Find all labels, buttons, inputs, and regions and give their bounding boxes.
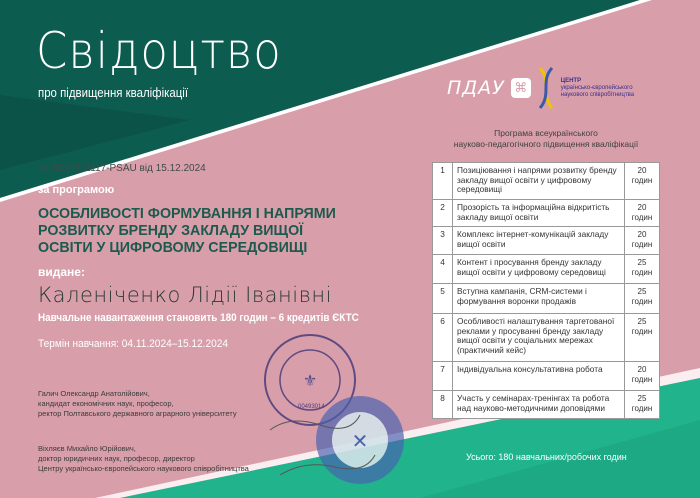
table-row bbox=[433, 391, 660, 419]
program-heading-line: Програма всеукраїнського bbox=[494, 128, 598, 138]
signatory-name: Галич Олександр Анатолійович, bbox=[38, 389, 150, 398]
signatory-1 bbox=[38, 389, 237, 419]
study-load: Навчальне навантаження становить 180 годин – 6 кредитів ЄКТС bbox=[38, 312, 359, 324]
stamp-code: 00493014 bbox=[298, 404, 325, 410]
logos bbox=[447, 66, 634, 110]
row-hours bbox=[625, 255, 660, 284]
row-hours bbox=[625, 391, 660, 419]
center-title: ЦЕНТР bbox=[560, 77, 582, 84]
table-row bbox=[433, 200, 660, 227]
row-number: 4 bbox=[433, 255, 453, 284]
svg-text:✕: ✕ bbox=[351, 431, 369, 453]
hours-unit: годин bbox=[631, 175, 653, 185]
row-topic: Вступна кампанія, CRM-системи і формування воронки продажів bbox=[453, 284, 625, 314]
row-topic: Індивідуальна консультативна робота bbox=[453, 362, 625, 391]
row-number: 7 bbox=[433, 362, 453, 391]
table-row bbox=[433, 255, 660, 284]
leaf-icon: ⌘ bbox=[511, 78, 531, 98]
row-hours bbox=[625, 362, 660, 391]
hours-value: 20 bbox=[637, 166, 647, 175]
row-number: 2 bbox=[433, 200, 453, 227]
hours-unit: годин bbox=[631, 267, 653, 277]
recipient-name: Каленіченко Лідії Іванівні bbox=[38, 283, 332, 307]
center-logo-icon bbox=[537, 66, 555, 110]
hours-value: 25 bbox=[637, 258, 647, 267]
row-topic: Особливості налаштування таргетованої реклами у просуванні бренду закладу вищої освіти у соціальних мережах (практичний кейс) bbox=[453, 314, 625, 362]
certificate-number: № ADV-041117-PSAU від 15.12.2024 bbox=[38, 163, 206, 174]
program-table bbox=[432, 162, 660, 419]
hours-unit: годин bbox=[631, 326, 653, 336]
hours-unit: годин bbox=[631, 239, 653, 249]
row-topic: Прозорість та інформаційна відкритість закладу вищої освіти bbox=[453, 200, 625, 227]
row-hours bbox=[625, 314, 660, 362]
center-stamp bbox=[316, 396, 404, 484]
hours-value: 20 bbox=[637, 230, 647, 239]
row-number: 3 bbox=[433, 227, 453, 255]
program-heading-line: науково-педагогічного підвищення кваліфікації bbox=[453, 139, 639, 149]
issued-label: видане: bbox=[38, 265, 85, 279]
signatory-position: Центру українсько-європейського наукового співробітництва bbox=[38, 464, 249, 473]
signatory-degree: кандидат економічних наук, професор, bbox=[38, 399, 174, 408]
row-number: 5 bbox=[433, 284, 453, 314]
hours-unit: годин bbox=[631, 296, 653, 306]
row-hours bbox=[625, 284, 660, 314]
table-row bbox=[433, 314, 660, 362]
table-row bbox=[433, 163, 660, 200]
center-logo-text bbox=[561, 78, 634, 99]
study-term: Термін навчання: 04.11.2024–15.12.2024 bbox=[38, 338, 228, 350]
row-topic: Позиціювання і напрями розвитку бренду закладу вищої освіти у цифровому середовищі bbox=[453, 163, 625, 200]
center-line: наукового співробітництва bbox=[560, 91, 635, 98]
certificate-title: Свідоцтво bbox=[36, 22, 282, 80]
hours-value: 20 bbox=[637, 365, 647, 374]
pdau-logo: ПДАУ bbox=[447, 77, 505, 99]
hours-unit: годин bbox=[631, 212, 653, 222]
hours-value: 25 bbox=[637, 287, 647, 296]
table-row bbox=[433, 362, 660, 391]
signatory-position: ректор Полтавського державного аграрного університету bbox=[38, 409, 237, 418]
svg-text:⚜: ⚜ bbox=[302, 373, 318, 390]
hours-value: 25 bbox=[637, 317, 647, 326]
hours-unit: годин bbox=[631, 374, 653, 384]
program-title: ОСОБЛИВОСТІ ФОРМУВАННЯ І НАПРЯМИ РОЗВИТКУ БРЕНДУ ЗАКЛАДУ ВИЩОЇ ОСВІТИ У ЦИФРОВОМУ СЕРЕДОВИЩІ bbox=[38, 205, 336, 256]
row-topic: Контент і просування бренду закладу вищої освіти у цифровому середовищі bbox=[453, 255, 625, 284]
row-number: 1 bbox=[433, 163, 453, 200]
signatory-2 bbox=[38, 444, 249, 474]
row-topic: Комплекс інтернет-комунікацій закладу вищої освіти bbox=[453, 227, 625, 255]
row-hours bbox=[625, 200, 660, 227]
total-hours: Усього: 180 навчальних/робочих годин bbox=[466, 452, 627, 462]
row-hours bbox=[625, 163, 660, 200]
center-line: українсько-європейського bbox=[560, 84, 633, 91]
hours-unit: годин bbox=[631, 403, 653, 413]
hours-value: 25 bbox=[637, 394, 647, 403]
table-row bbox=[433, 284, 660, 314]
table-row bbox=[433, 227, 660, 255]
certificate-subtitle: про підвищення кваліфікації bbox=[38, 85, 189, 100]
row-number: 6 bbox=[433, 314, 453, 362]
signatory-degree: доктор юридичних наук, професор, директор bbox=[38, 454, 195, 463]
signatory-name: Віхляєв Михайло Юрійович, bbox=[38, 444, 136, 453]
program-label: за програмою bbox=[38, 184, 115, 196]
row-number: 8 bbox=[433, 391, 453, 419]
row-hours bbox=[625, 227, 660, 255]
row-topic: Участь у семінарах-тренінгах та робота над науково-методичними доповідями bbox=[453, 391, 625, 419]
hours-value: 20 bbox=[637, 203, 647, 212]
program-heading bbox=[432, 128, 660, 150]
